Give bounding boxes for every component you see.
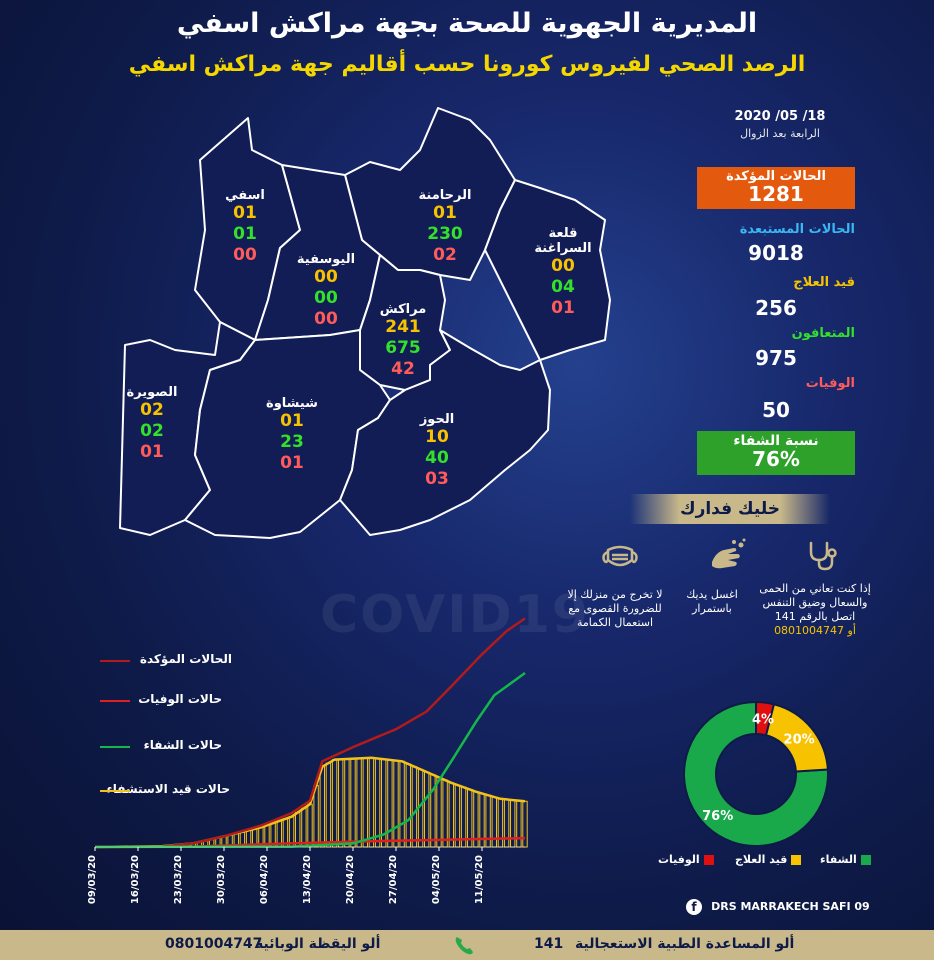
hospitalized-bar [517,801,521,847]
region-value-3: 01 [140,442,164,462]
hospitalized-bar [443,780,447,847]
hospitalized-bar [320,767,324,847]
region-value-1: 02 [140,400,164,420]
pie-legend-recovered [820,853,871,866]
region-value-2: 230 [427,224,463,244]
hospitalized-bar [523,801,527,847]
hospitalized-bar [351,759,355,847]
hospitalized-bar [406,764,410,847]
hospitalized-bar [326,763,330,847]
region-marrakech [368,302,438,380]
legend-swatches [90,654,150,804]
region-value-2: 00 [314,288,338,308]
region-value-1: 00 [551,256,575,276]
advice-text-1: إذا كنت تعاني من الحمى والسعال وضيق التنفس اتصل بالرقم 141 [759,582,871,623]
hospitalized-bar [296,813,300,848]
legend-deaths-label: حالات الوفيات [138,692,222,706]
region-value-3: 02 [433,245,457,265]
footer-right-number[interactable]: 141 [534,936,564,952]
region-value-3: 01 [280,453,304,473]
region-value-2: 675 [385,338,421,358]
region-kelaa [520,226,606,319]
treatment-value: 256 [755,296,797,320]
advice-title: خليك فدارك [679,499,781,519]
region-name: الحوز [419,412,455,427]
donut-value-label: 4% [751,712,775,728]
region-value-2: 01 [233,224,257,244]
recovery-rate-label: نسبة الشفاء [733,433,819,449]
advice-banner [630,494,830,524]
line-chart [0,600,560,905]
advice-item-2: اغسل يديك باستمرار [686,588,738,615]
region-name: قلعة السراغنة [534,226,592,256]
x-tick-label: 11/05/20 [474,855,485,905]
deaths-label: الوفيات [805,376,855,391]
confirmed-value: 1281 [748,182,804,206]
x-tick-label: 06/04/20 [259,855,270,905]
x-tick-label: 20/04/20 [345,855,356,905]
x-tick-label: 04/05/20 [431,855,442,905]
hospitalized-bar [388,760,392,847]
hospitalized-bar [461,787,465,847]
report-date: 2020 /05 /18 [734,109,826,124]
region-rhamna [405,188,485,266]
region-value-1: 10 [425,427,449,447]
main-title: المديرية الجهوية للصحة بجهة مراكش اسفي [176,8,758,39]
region-value-1: 241 [385,317,421,337]
pie-legend-deaths-label: الوفيات [658,853,700,866]
covid-watermark: COVID19 [320,585,591,645]
pie-legend-treatment-swatch [791,855,801,865]
pie-legend-recovered-swatch [861,855,871,865]
recovery-rate-value: 76% [752,447,800,471]
legend-hospitalized-label: حالات قيد الاستشفاء [106,782,230,796]
region-name: الصويرة [126,385,178,400]
excluded-value: 9018 [748,241,804,265]
hospitalized-bar [363,758,367,847]
region-value-1: 01 [433,203,457,223]
x-tick-label: 13/04/20 [302,855,313,905]
hospitalized-bar [308,804,312,847]
hospitalized-bar [394,761,398,847]
region-chichaoua [252,396,332,474]
region-value-3: 00 [314,309,338,329]
region-name: اسفي [225,188,265,203]
legend-recovered-label: حالات الشفاء [143,738,222,752]
advice-item-3: لا تخرج من منزلك إلا للضرورة القصوى مع استعمال الكمامة [567,588,663,629]
hospitalized-bar [400,761,404,847]
region-safi [210,188,280,266]
pie-legend-deaths-swatch [704,855,714,865]
region-value-2: 04 [551,277,575,297]
region-value-3: 03 [425,469,449,489]
pie-legend-treatment [735,853,801,866]
region-value-3: 42 [391,359,415,379]
region-value-2: 02 [140,421,164,441]
donut-value-label: 20% [783,732,815,748]
region-value-1: 01 [233,203,257,223]
mask-icon [600,538,640,574]
phone-icon [452,933,476,957]
report-time: الرابعة بعد الزوال [740,127,820,140]
hospitalized-bar [511,800,515,847]
region-value-1: 01 [280,411,304,431]
subtitle: الرصد الصحي لفيروس كورونا حسب أقاليم جهة مراكش اسفي [128,52,806,77]
hospitalized-bar [437,777,441,847]
footer-left-number[interactable]: 0801004747 [165,936,263,952]
hospitalized-bar [425,772,429,847]
region-value-2: 23 [280,432,304,452]
hospitalized-bar [339,759,343,847]
x-tick-label: 09/03/20 [87,855,98,905]
donut-chart [676,694,836,854]
region-value-2: 40 [425,448,449,468]
hospitalized-bar [412,767,416,847]
hospitalized-bar [345,759,349,847]
deaths-value: 50 [762,398,790,422]
footer-right-text: ألو المساعدة الطبية الاستعجالية [575,936,795,952]
treatment-label: قيد العلاج [793,275,855,290]
region-value-3: 00 [233,245,257,265]
hospitalized-bar [375,759,379,848]
region-haouz [402,412,472,490]
handwash-icon [708,538,748,574]
region-essaouira [112,385,192,463]
recovered-label: المتعافون [791,326,855,341]
pie-legend-recovered-label: الشفاء [820,853,857,866]
hospitalized-series-outline [95,758,525,847]
advice-extra: أو 0801004747 [774,624,856,637]
hospitalized-bar [449,783,453,847]
hospitalized-bar [455,785,459,847]
hospitalized-bar [302,808,306,847]
stethoscope-icon [805,540,841,572]
recovered-value: 975 [755,346,797,370]
region-name: اليوسفية [296,252,356,267]
footer-left-text: ألو اليقظة الوبائية [255,936,381,952]
hospitalized-bar [504,799,508,847]
x-tick-label: 23/03/20 [173,855,184,905]
hospitalized-bar [369,758,373,847]
footer-bar [0,930,934,960]
confirmed-label: الحالات المؤكدة [726,169,826,184]
hospitalized-bar [332,760,336,847]
legend-confirmed-label: الحالات المؤكدة [139,652,232,666]
region-value-1: 00 [314,267,338,287]
region-name: مراكش [379,302,427,317]
facebook-icon[interactable]: f [686,899,702,915]
advice-item-1 [755,582,875,638]
excluded-label: الحالات المستبعدة [739,222,855,237]
brand-name: DRS MARRAKECH SAFI 09 [711,900,870,913]
hospitalized-bar [314,785,318,847]
hospitalized-bar [357,758,361,847]
brand-row [686,896,870,915]
donut-value-label: 76% [702,808,734,824]
region-youssoufia [283,252,369,330]
x-tick-label: 16/03/20 [130,855,141,905]
pie-legend-treatment-label: قيد العلاج [735,853,788,866]
x-tick-label: 27/04/20 [388,855,399,905]
region-value-3: 01 [551,298,575,318]
region-name: شيشاوة [266,396,318,411]
x-tick-label: 30/03/20 [216,855,227,905]
pie-legend-deaths [658,853,714,866]
region-name: الرحامنة [418,188,472,203]
